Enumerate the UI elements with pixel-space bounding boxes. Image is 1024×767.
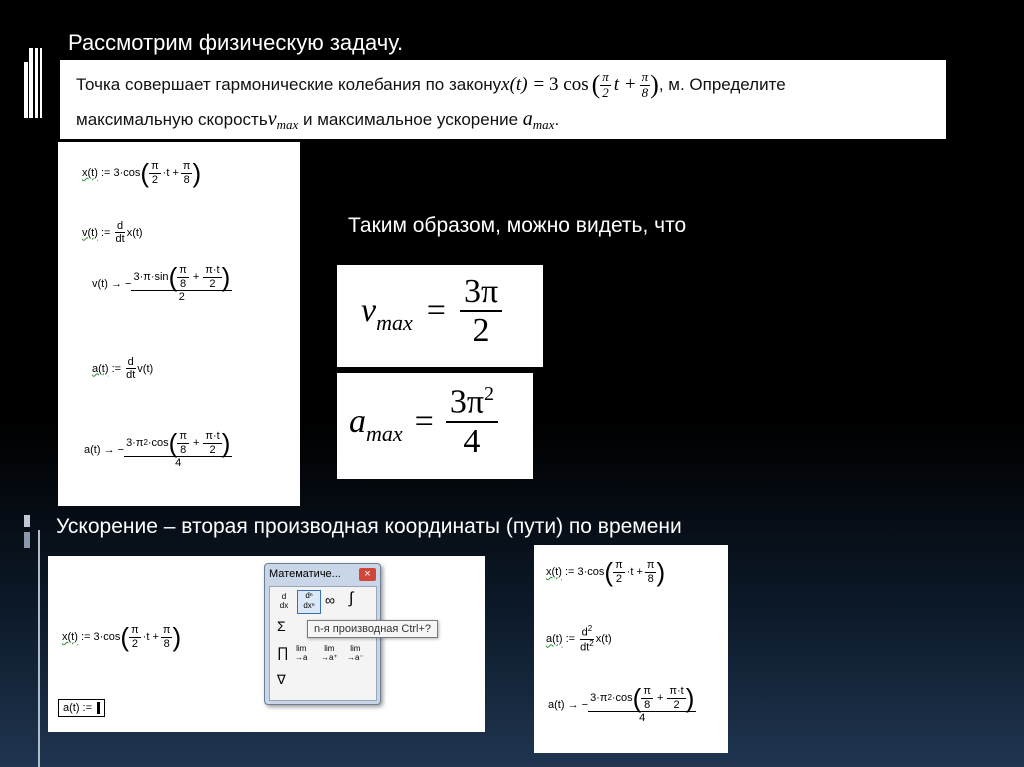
decor-line-left xyxy=(38,530,40,767)
problem-t-plus: t + xyxy=(613,74,637,95)
acceleration-text: Ускорение – вторая производная координаты (пути) по времени xyxy=(56,515,682,538)
conclusion-text: Таким образом, можно видеть, что xyxy=(348,214,687,237)
problem-frac-1: $\frac{\pi}{2}$ xyxy=(602,69,609,100)
tooltip-text: n-я производная Ctrl+? xyxy=(314,623,432,635)
limit-minus-button[interactable]: lim →a⁻ xyxy=(347,644,364,662)
amax-sub: max xyxy=(366,420,403,446)
problem-v: v xyxy=(267,108,277,130)
mc1-a-def: a(t) := $\frac{d}{dt}$ v(t) xyxy=(92,356,154,382)
decor-bar-1 xyxy=(29,48,33,118)
infinity-icon: ∞ xyxy=(325,592,335,608)
nabla-icon: ∇ xyxy=(277,672,286,687)
problem-a-sub: max xyxy=(532,116,555,132)
amax-frac: $\frac{3\pi^2}{4}$ xyxy=(446,383,498,460)
sum-icon: Σ xyxy=(277,618,286,634)
vmax-eq: = xyxy=(426,292,446,330)
infinity-button[interactable] xyxy=(325,592,335,608)
problem-x-lhs: x(t) xyxy=(501,74,528,95)
sum-button[interactable] xyxy=(277,618,286,634)
product-button[interactable] xyxy=(277,644,289,660)
deriv-button[interactable]: d dx xyxy=(279,592,289,610)
integral-button[interactable] xyxy=(349,590,353,608)
problem-a: a xyxy=(522,108,533,130)
mc3-a-def: a(t) := $\frac{d^2}{dt^2}$ x(t) xyxy=(546,624,612,654)
integral-icon: ∫ xyxy=(349,590,354,607)
vmax-box xyxy=(337,265,543,367)
mc1-x-def: x(t) := 3·cos ( $\frac{\pi}{2}$ ·t + $\frac{\pi}{8}$ ) xyxy=(82,158,202,188)
limit-button[interactable]: lim →a xyxy=(295,644,308,662)
problem-frac-2: $\frac{\pi}{8}$ xyxy=(641,69,649,100)
mathcad-panel-1 xyxy=(58,142,300,506)
palette-title: Математиче... xyxy=(269,568,341,580)
problem-v-sub: max xyxy=(276,116,299,132)
amax-lhs: a xyxy=(349,402,366,440)
tooltip xyxy=(307,620,438,638)
limit-plus-button[interactable]: lim →a⁺ xyxy=(321,644,338,662)
problem-text-4: и максимальное ускорение xyxy=(298,109,523,129)
problem-text-3: максимальную скорость xyxy=(76,109,268,129)
decor-bar-3 xyxy=(40,48,42,118)
palette-close-button[interactable] xyxy=(359,568,376,581)
mc1-v-def: v(t) := $\frac{d}{dt}$ x(t) xyxy=(82,220,143,246)
mc3-x-def: x(t) := 3·cos ( $\frac{\pi}{2}$ ·t + $\frac{\pi}{8}$ ) xyxy=(546,557,666,587)
problem-eq: = 3 cos xyxy=(533,74,589,95)
mathcad-panel-3 xyxy=(534,545,728,753)
mc1-v-result: v(t) → − 3·π·sin ( $\frac{\pi}{8}$ + $\frac{\pi\cdot t}{2}$ ) 2 xyxy=(92,262,231,303)
problem-text-1: Точка совершает гармонические колебания по закону xyxy=(76,75,502,94)
gradient-button[interactable] xyxy=(277,672,286,688)
problem-line-1: Точка совершает гармонические колебания по закону x(t) = 3 cos ( $\frac{\pi}{2}$ t + $\frac{\pi}{8}$ ) , м. Определите xyxy=(76,69,786,100)
decor-bar-2 xyxy=(35,48,38,118)
problem-text-5: . xyxy=(554,109,560,129)
decor-bar-4 xyxy=(24,62,28,118)
close-icon: × xyxy=(364,568,371,580)
mathcad-panel-2 xyxy=(48,556,485,732)
product-icon: ∏ xyxy=(277,644,289,660)
mc1-a-result: a(t) → − 3·π 2 ·cos ( $\frac{\pi}{8}$ + $\frac{\pi\cdot t}{2}$ ) 4 xyxy=(84,428,231,469)
amax-eq: = xyxy=(414,402,434,440)
slide-title: Рассмотрим физическую задачу. xyxy=(68,30,404,55)
problem-box xyxy=(60,60,946,139)
mc2-x-def: x(t) := 3·cos ( $\frac{\pi}{2}$ ·t + $\frac{\pi}{8}$ ) xyxy=(62,622,182,652)
problem-line-2 xyxy=(76,108,559,131)
mc2-a-input[interactable]: a(t) := xyxy=(58,699,105,717)
nth-deriv-button[interactable]: dⁿ dxⁿ xyxy=(297,590,321,614)
decor-bar-5 xyxy=(24,515,30,527)
amax-box xyxy=(337,373,533,479)
problem-text-2: , м. Определите xyxy=(658,75,786,94)
mc3-a-result: a(t) → − 3·π 2 ·cos ( $\frac{\pi}{8}$ + $\frac{\pi\cdot t}{2}$ ) 4 xyxy=(548,683,695,724)
vmax-sub: max xyxy=(376,310,413,336)
vmax-lhs: v xyxy=(361,292,377,330)
vmax-frac: $\frac{3\pi}{2}$ xyxy=(460,273,502,350)
decor-bar-6 xyxy=(24,532,30,548)
